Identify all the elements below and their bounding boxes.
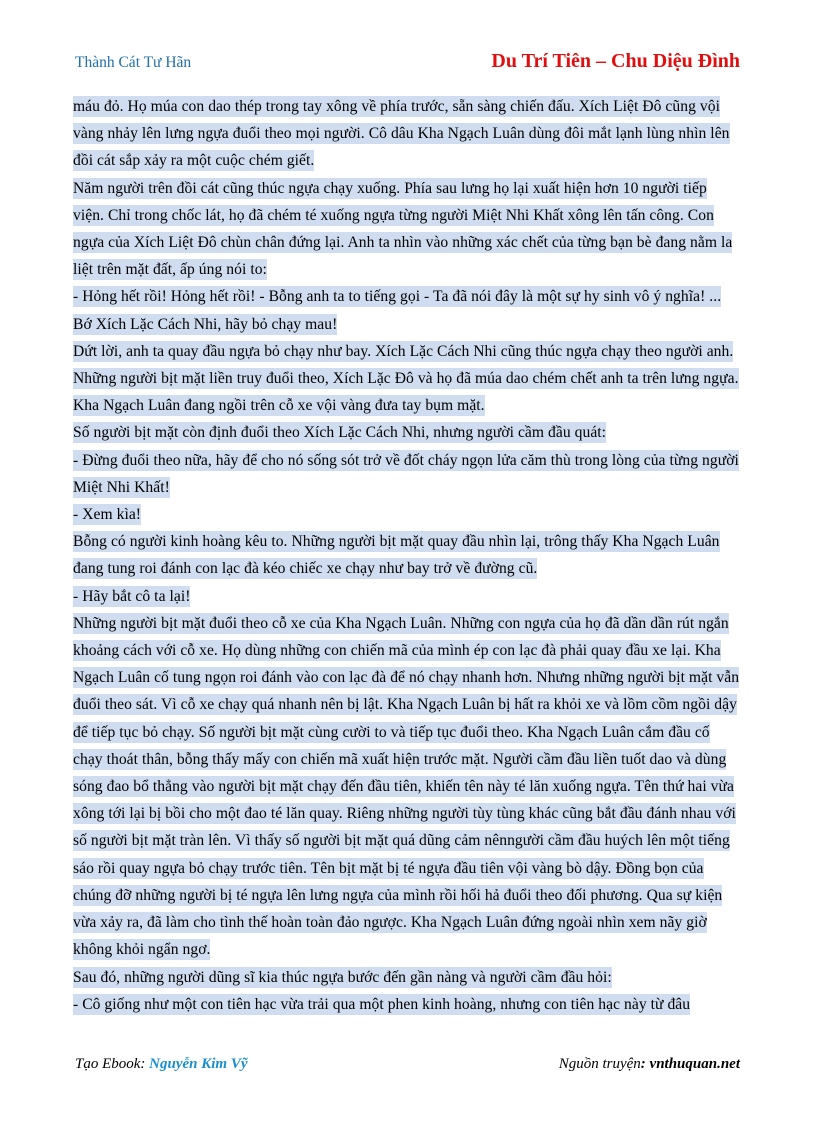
source-credit <box>559 1056 740 1073</box>
page-header <box>75 50 740 76</box>
author-name: Du Trí Tiên – Chu Diệu Đình <box>491 50 740 72</box>
creator-separator: : <box>140 1056 150 1072</box>
paragraph-text: - Hãy bắt cô ta lại! <box>73 587 191 605</box>
paragraph <box>73 338 741 420</box>
paragraph <box>73 175 741 284</box>
paragraph-text: - Hỏng hết rồi! Hỏng hết rồi! - Bỗng anh ta to tiếng gọi - Ta đã nói đây là một sự hy sinh vô ý nghĩa! ... Bớ Xích Lặc Cách Nhi, hãy bỏ chạy mau! <box>73 288 722 333</box>
ebook-credit <box>75 1056 248 1073</box>
paragraph <box>73 93 741 175</box>
paragraph-text: - Cô giống như một con tiên hạc vừa trải qua một phen kinh hoàng, nhưng con tiên hạc này từ đâu <box>73 995 691 1013</box>
paragraph <box>73 283 741 337</box>
paragraph <box>73 964 741 991</box>
paragraph-text: Những người bịt mặt đuổi theo cỗ xe của Kha Ngạch Luân. Những con ngựa của họ đã dần dần rút ngắn khoảng cách với cỗ xe. Họ dùng những con chiến mã của mình ép con lạc đà phải quay đầu xe lại. Kha Ngạch Luân cố tung ngọn roi đánh vào con lạc đà để nó chạy nhanh hơn. Nhưng những người bịt mặt vẫn đuổi theo sát. Vì cỗ xe chạy quá nhanh nên bị lật. Kha Ngạch Luân bị hất ra khỏi xe và lồm cồm ngồi dậy để tiếp tục bỏ chạy. Số người bịt mặt cùng cười to và tiếp tục đuổi theo. Kha Ngạch Luân cắm đầu cố chạy thoát thân, bỗng thấy mấy con chiến mã xuất hiện trước mặt. Người cầm đầu liền tuốt dao và dùng sóng đao bổ thẳng vào người bịt mặt chạy đến đầu tiên, khiến tên này té lăn xuống ngựa. Tên thứ hai vừa xông tới lại bị bồi cho một đao té lăn quay. Riêng những người tùy tùng khác cũng bắt đầu đánh nhau với số người bịt mặt tràn lên. Vì thấy số người bịt mặt quá dũng cảm nênngười cầm đầu huých lên một tiếng sáo rồi quay ngựa bỏ chạy trước tiên. Tên bịt mặt bị té ngựa đầu tiên vội vàng bò dậy. Đồng bọn của chúng đỡ những người bị té ngựa lên lưng ngựa của mình rồi hối hả đuổi theo đối phương. Qua sự kiện vừa xảy ra, đã làm cho tình thế hoàn toàn đảo ngược. Kha Ngạch Luân đứng ngoài nhìn xem nãy giờ không khỏi ngẩn ngơ. <box>73 614 740 959</box>
page-footer <box>75 1056 740 1078</box>
paragraph <box>73 501 741 528</box>
creator-name: Nguyễn Kim Vỹ <box>149 1056 248 1072</box>
paragraph-text: - Xem kìa! <box>73 506 142 524</box>
paragraph <box>73 583 741 610</box>
paragraph-text: - Đừng đuổi theo nữa, hãy để cho nó sống sót trở về đốt cháy ngọn lửa căm thù trong lòng của từng người Miệt Nhi Khất! <box>73 451 739 496</box>
page-body <box>73 93 741 1018</box>
source-site: vnthuquan.net <box>649 1056 740 1072</box>
paragraph-text: Năm người trên đồi cát cũng thúc ngựa chạy xuống. Phía sau lưng họ lại xuất hiện hơn 10 người tiếp viện. Chỉ trong chốc lát, họ đã chém té xuống ngựa từng người Miệt Nhi Khất xông lên tấn công. Con ngựa của Xích Liệt Đô chùn chân đứng lại. Anh ta nhìn vào những xác chết của từng bạn bè đang nằm la liệt trên mặt đất, ấp úng nói to: <box>73 179 733 279</box>
paragraph-text: Dứt lời, anh ta quay đầu ngựa bỏ chạy như bay. Xích Lặc Cách Nhi cũng thúc ngựa chạy theo người anh. Những người bịt mặt liền truy đuổi theo, Xích Lặc Đô và họ đã múa dao chém chết anh ta trên lưng ngựa. Kha Ngạch Luân đang ngồi trên cỗ xe vội vàng đưa tay bụm mặt. <box>73 342 739 415</box>
source-label: Nguồn truyện <box>558 1056 641 1072</box>
paragraph-text: máu đỏ. Họ múa con dao thép trong tay xông về phía trước, sẵn sàng chiến đấu. Xích Liệt Đô cũng vội vàng nhảy lên lưng ngựa đuổi theo mọi người. Cô dâu Kha Ngạch Luân dùng đôi mắt lạnh lùng nhìn lên đồi cát sắp xảy ra một cuộc chém giết. <box>73 98 730 170</box>
source-separator: : <box>640 1056 650 1072</box>
paragraph-text: Số người bịt mặt còn định đuổi theo Xích Lặc Cách Nhi, nhưng người cầm đầu quát: <box>73 424 607 442</box>
paragraph <box>73 419 741 446</box>
paragraph <box>73 447 741 501</box>
paragraph-text: Sau đó, những người dũng sĩ kia thúc ngựa bước đến gần nàng và người cầm đầu hỏi: <box>73 968 612 986</box>
book-title: Thành Cát Tư Hãn <box>75 54 192 71</box>
paragraph <box>73 610 741 964</box>
paragraph <box>73 528 741 582</box>
creator-label: Tạo Ebook <box>75 1056 141 1072</box>
paragraph <box>73 991 741 1018</box>
paragraph-text: Bỗng có người kinh hoàng kêu to. Những người bịt mặt quay đầu nhìn lại, trông thấy Kha Ngạch Luân đang tung roi đánh con lạc đà kéo chiếc xe chạy như bay trở về đường cũ. <box>73 533 720 578</box>
